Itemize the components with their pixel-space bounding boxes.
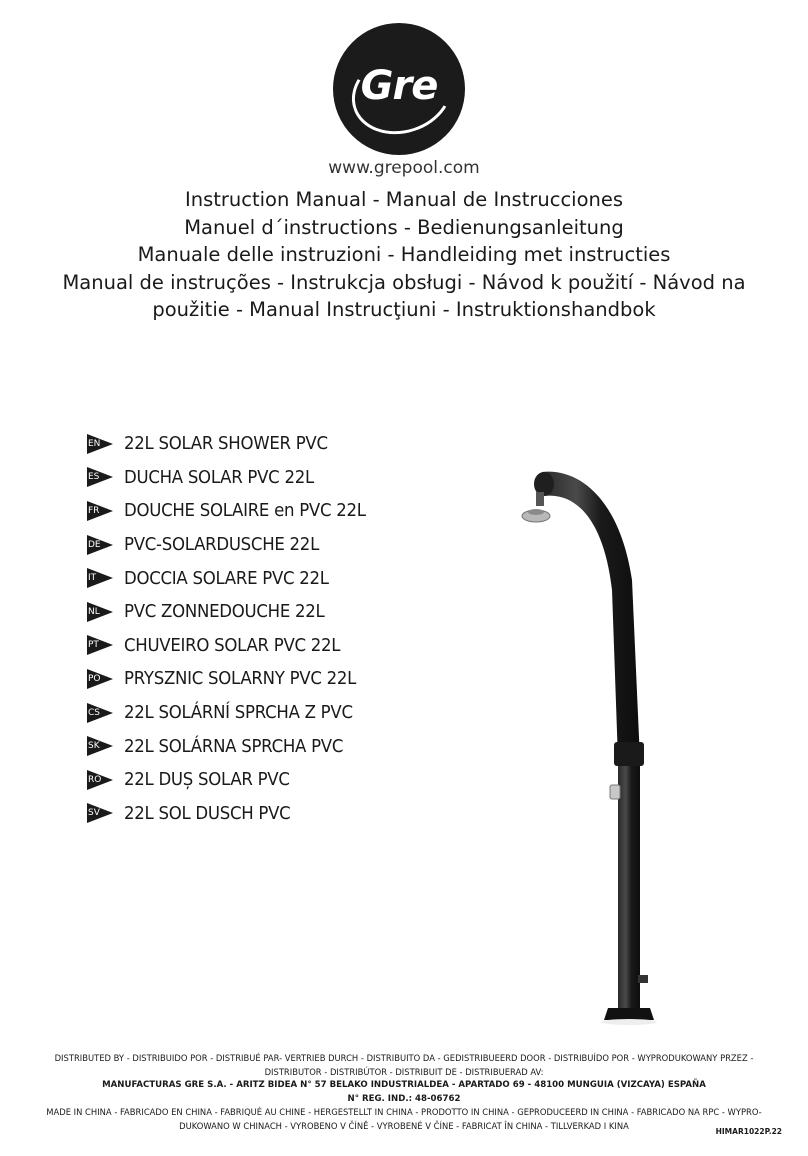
shower-base <box>604 1008 654 1020</box>
language-code: SV <box>88 808 100 819</box>
language-code: NL <box>88 606 100 617</box>
footer-line: DUKOWANO W CHINACH - VYROBENO V ČÍNĚ - VYROBENÉ V ČÍNE - FABRICAT ÎN CHINA - TILLVERKAD I KINA <box>179 1120 629 1131</box>
product-item-it <box>87 561 487 595</box>
language-flag-icon <box>87 602 113 622</box>
title-line: Manuel d´instructions - Bedienungsanleitung <box>184 215 624 239</box>
footer-line: DISTRIBUTOR - DISTRIBÚTOR - DISTRIBUIT DE - DISTRIBUERAD AV: <box>264 1066 544 1077</box>
language-flag-icon <box>87 803 113 823</box>
language-flag-icon <box>87 635 113 655</box>
title-line: Instruction Manual - Manual de Instrucciones <box>184 188 624 211</box>
product-item-sk <box>87 729 487 763</box>
language-code: PO <box>88 673 101 684</box>
language-code: DE <box>88 539 101 550</box>
shower-tube-lower <box>618 750 640 1020</box>
product-name: 22L SOLÁRNA SPRCHA PVC <box>124 735 344 757</box>
product-name: PVC-SOLARDUSCHE 22L <box>124 534 320 556</box>
language-flag-icon <box>87 501 113 521</box>
shower-tube-curve <box>542 472 640 760</box>
footer-reg: N° REG. IND.: 48-06762 <box>347 1093 461 1104</box>
product-name: PVC ZONNEDOUCHE 22L <box>124 601 325 623</box>
language-code: ES <box>88 472 100 483</box>
website-url: www.grepool.com <box>328 158 480 178</box>
product-item-sv <box>87 797 487 831</box>
shower-tap <box>610 785 620 799</box>
title-line: Manual de instruções - Instrukcja obsługi - Návod k použití - Návod na <box>62 270 746 294</box>
product-name: 22L SOLÁRNÍ SPRCHA Z PVC <box>124 702 353 724</box>
language-code: PT <box>88 640 99 651</box>
logo-text: Gre <box>360 63 438 109</box>
language-code: FR <box>88 505 100 516</box>
shower-head-arm <box>536 492 544 506</box>
drain-valve <box>638 975 648 983</box>
language-code: SK <box>88 741 100 752</box>
product-item-fr <box>87 494 487 528</box>
language-flag-icon <box>87 736 113 756</box>
language-flag-icon <box>87 669 113 689</box>
language-flag-icon <box>87 568 113 588</box>
title-line: použitie - Manual Instrucţiuni - Instruktionshandbok <box>152 298 656 321</box>
footer-line: DISTRIBUTED BY - DISTRIBUIDO POR - DISTRIBUÉ PAR- VERTRIEB DURCH - DISTRIBUITO DA - GEDISTRIBUEERD DOOR - DISTRIBUÍDO POR - WYPRODUKOWANY PRZEZ - <box>54 1053 754 1063</box>
product-item-po <box>87 662 487 696</box>
product-name-list <box>87 427 487 830</box>
language-code: IT <box>88 573 97 584</box>
language-code: EN <box>88 438 101 449</box>
language-flag-icon <box>87 434 113 454</box>
language-flag-icon <box>87 770 113 790</box>
language-code: CS <box>88 707 100 718</box>
language-flag-icon <box>87 535 113 555</box>
product-name: CHUVEIRO SOLAR PVC 22L <box>124 634 341 656</box>
gre-logo <box>333 23 465 155</box>
product-item-en <box>87 427 487 461</box>
language-flag-icon <box>87 467 113 487</box>
distributor-footer <box>20 1052 788 1133</box>
product-name: PRYSZNIC SOLARNY PVC 22L <box>124 668 357 690</box>
product-item-de <box>87 528 487 562</box>
product-item-ro <box>87 763 487 797</box>
manual-titles <box>40 186 768 324</box>
shower-joint <box>614 742 644 766</box>
product-item-cs <box>87 696 487 730</box>
product-item-nl <box>87 595 487 629</box>
language-flag-icon <box>87 703 113 723</box>
footer-line: MADE IN CHINA - FABRICADO EN CHINA - FABRIQUÉ AU CHINE - HERGESTELLT IN CHINA - PRODOTTO IN CHINA - GEPRODUCEERD IN CHINA - FABRICADO NA RPC - WYPRO- <box>46 1107 762 1117</box>
product-name: DOCCIA SOLARE PVC 22L <box>124 567 329 589</box>
product-name: 22L DUȘ SOLAR PVC <box>124 769 290 791</box>
product-item-pt <box>87 629 487 663</box>
document-code: HIMAR1022P.22 <box>715 1127 782 1136</box>
solar-shower-image <box>520 460 670 1060</box>
language-code: RO <box>88 774 102 785</box>
title-line: Manuale delle instruzioni - Handleiding met instructies <box>137 243 671 266</box>
product-name: DUCHA SOLAR PVC 22L <box>124 466 314 488</box>
footer-company: MANUFACTURAS GRE S.A. - ARITZ BIDEA N° 57 BELAKO INDUSTRIALDEA - APARTADO 69 - 48100 MUNGUIA (VIZCAYA) ESPAÑA <box>102 1080 706 1090</box>
product-name: 22L SOLAR SHOWER PVC <box>124 433 328 455</box>
product-name: 22L SOL DUSCH PVC <box>124 802 291 824</box>
product-name: DOUCHE SOLAIRE en PVC 22L <box>124 500 366 522</box>
product-item-es <box>87 461 487 495</box>
